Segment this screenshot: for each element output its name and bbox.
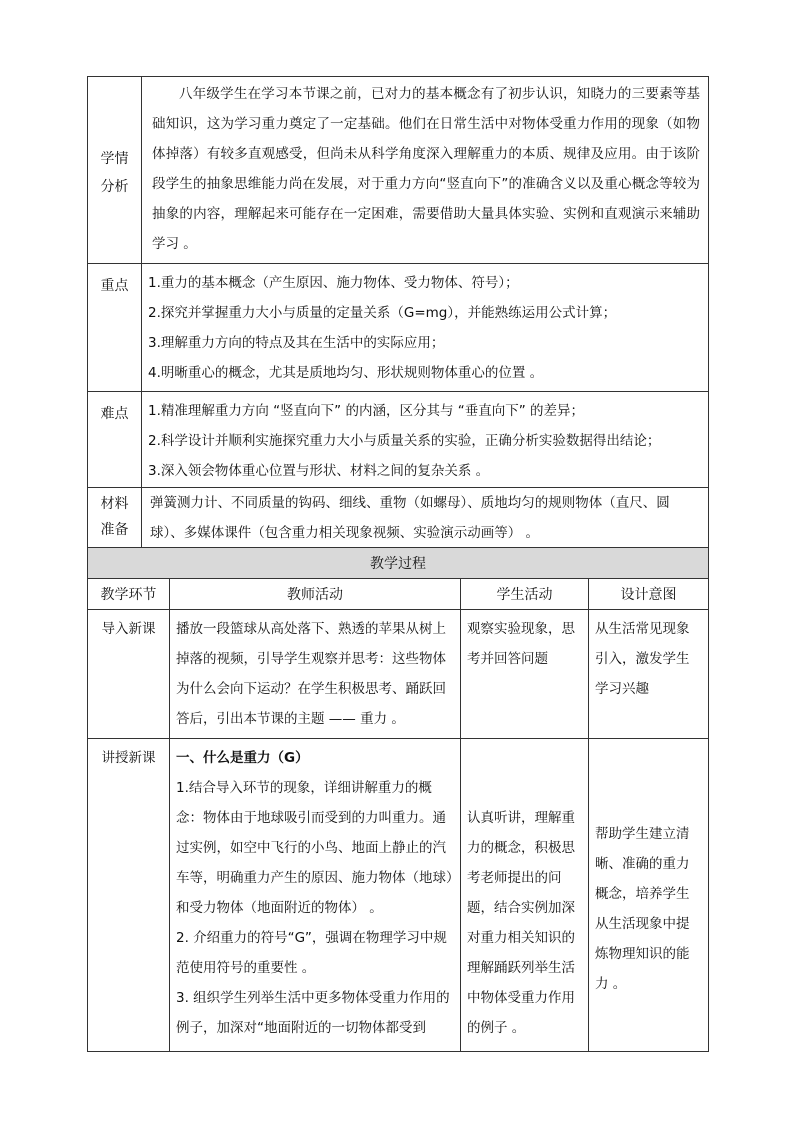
student-activity-lecture: 认真听讲，理解重力的概念，积极思考老师提出的问题，结合实例加深对重力相关知识的理解踊跃列举生活中物体受重力作用的例子 。 [467,810,575,1036]
teaching-process-title: 教学过程 [88,548,709,579]
table-row-teacher [170,739,461,1052]
column-header: 教师活动 [170,579,461,610]
student-activity-intro: 观察实验现象，思考并回答问题 [467,621,575,667]
column-header: 学生活动 [461,579,589,610]
key-label-cell [88,264,142,392]
difficult-point: 3.深入领会物体重心位置与形状、材料之间的复杂关系 。 [148,463,490,479]
column-header: 教学环节 [88,579,170,610]
key-point: 2.探究并掌握重力大小与质量的定量关系（G=mg），并能熟练运用公式计算； [148,305,617,321]
table-row-intent [589,739,709,1052]
materials-label-cell [88,488,142,553]
situation-cell [142,77,709,264]
key-point: 1.重力的基本概念（产生原因、施力物体、受力物体、符号）； [148,275,519,291]
stage-lecture: 讲授新课 [101,750,156,766]
key-points [142,264,709,392]
teaching-process-table [87,547,709,1052]
difficult-point: 1.精准理解重力方向 “竖直向下” 的内涵，区分其与 “垂直向下” 的差异； [148,403,585,419]
teacher-item: 1.结合导入环节的现象，详细讲解重力的概念：物体由于地球吸引而受到的力叫重力。通过实例，如空中飞行的小鸟、地面上静止的汽车等，明确重力产生的原因、施力物体（地球）和受力物体（地面附近的物体） 。 [176,780,453,916]
materials-cell [142,488,709,553]
table-row-teacher [170,610,461,739]
difficult-points [142,392,709,488]
column-header: 设计意图 [589,579,709,610]
situation-text: 八年级学生在学习本节课之前，已对力的基本概念有了初步认识，知晓力的三要素等基础知识，这为学习重力奠定了一定基础。他们在日常生活中对物体受重力作用的现象（如物体掉落）有较多直观感受，但尚未从科学角度深入理解重力的本质、规律及应用。由于该阶段学生的抽象思维能力尚在发展，对于重力方向“竖直向下”的准确含义以及重心概念等较为抽象的内容，理解起来可能存在一定困难，需要借助大量具体实验、实例和直观演示来辅助学习 。 [152,86,700,252]
materials-text: 弹簧测力计、不同质量的钩码、细线、重物（如螺母）、质地均匀的规则物体（直尺、圆球）、多媒体课件（包含重力相关现象视频、实验演示动画等） 。 [150,495,670,541]
teacher-item: 2. 介绍重力的符号“G”，强调在物理学习中规范使用符号的重要性 。 [176,930,447,976]
difficult-label: 难点 [100,406,129,422]
difficult-point: 2.科学设计并顺利实施探究重力大小与质量关系的实验，正确分析实验数据得出结论； [148,433,661,449]
key-point: 3.理解重力方向的特点及其在生活中的实际应用； [148,335,445,351]
table-row-student [461,610,589,739]
key-label: 重点 [100,278,129,294]
situation-label: 学情 分析 [100,151,129,195]
table-row-stage [88,739,170,1052]
situation-label-cell [88,77,142,264]
teacher-activity-intro: 播放一段篮球从高处落下、熟透的苹果从树上掉落的视频，引导学生观察并思考：这些物体为什么会向下运动？在学生积极思考、踊跃回答后，引出本节课的主题 —— 重力 。 [176,621,446,727]
analysis-table [87,76,709,553]
table-row-stage [88,610,170,739]
materials-label: 材料 准备 [100,496,129,538]
teacher-item: 3. 组织学生列举生活中更多物体受重力作用的例子，加深对“地面附近的一切物体都受到 [176,990,450,1036]
key-point: 4.明晰重心的概念，尤其是质地均匀、形状规则物体重心的位置 。 [148,365,544,381]
design-intent-intro: 从生活常见现象引入，激发学生学习兴趣 [595,621,690,697]
design-intent-lecture: 帮助学生建立清晰、准确的重力概念，培养学生从生活现象中提炼物理知识的能力 。 [595,826,690,992]
difficult-label-cell [88,392,142,488]
table-row-intent [589,610,709,739]
table-row-student [461,739,589,1052]
stage-intro: 导入新课 [101,621,156,637]
teacher-heading: 一、什么是重力（G） [176,750,309,766]
